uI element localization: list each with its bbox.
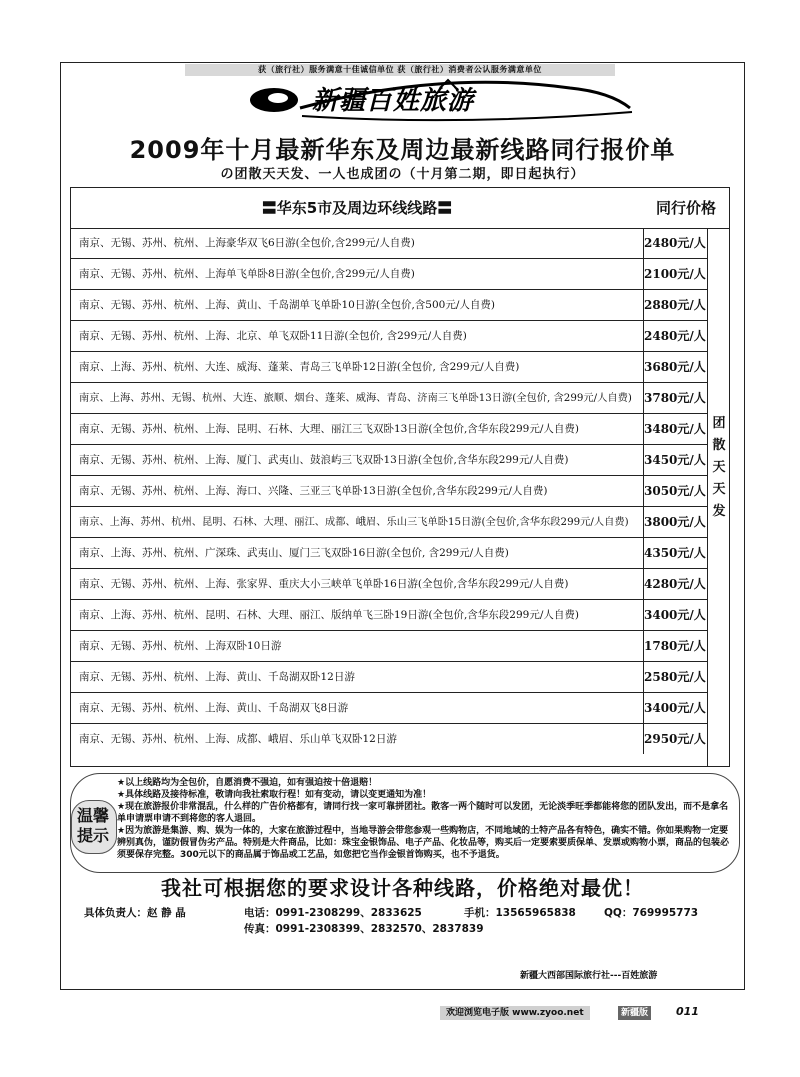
- price-cell: 3450元/人: [643, 445, 707, 475]
- route-cell: 南京、无锡、苏州、杭州、上海、黄山、千岛湖双飞8日游: [79, 702, 349, 714]
- logo: [240, 78, 640, 124]
- agency-name: 新疆大西部国际旅行社---百姓旅游: [520, 971, 658, 981]
- table-row: [71, 321, 707, 352]
- side-label-text: 团散天天发: [712, 416, 726, 519]
- table-row: [71, 662, 707, 693]
- page-number: 011: [676, 1005, 699, 1018]
- route-cell: 南京、无锡、苏州、杭州、上海、海口、兴隆、三亚三飞单卧13日游(全包价,含华东段299元/人自费): [79, 485, 548, 497]
- table-row: [71, 631, 707, 662]
- route-cell: 南京、无锡、苏州、杭州、上海单飞单卧8日游(全包价,含299元/人自费): [79, 268, 415, 280]
- tip-item: ★现在旅游报价非常混乱，什么样的广告价格都有，请同行找一家可靠拼团社。散客一两个随时可以发团，无论淡季旺季都能将您的团队发出，而不是拿名单申请票申请不到将您的客人退回。: [117, 802, 729, 824]
- route-cell: 南京、上海、苏州、杭州、广深珠、武夷山、厦门三飞双卧16日游(全包价, 含299元/人自费): [79, 547, 509, 559]
- route-cell: 南京、无锡、苏州、杭州、上海、黄山、千岛湖双卧12日游: [79, 671, 355, 683]
- price-cell: 1780元/人: [643, 631, 707, 661]
- table-row: [71, 569, 707, 600]
- route-column-header: 〓华东5市及周边环线线路〓: [261, 199, 453, 217]
- table-row: [71, 414, 707, 445]
- logo-text: 新疆百姓旅游: [312, 86, 475, 116]
- table-row: [71, 538, 707, 569]
- route-cell: 南京、上海、苏州、杭州、大连、威海、蓬莱、青岛三飞单卧12日游(全包价, 含299元/人自费): [79, 361, 520, 373]
- route-cell: 南京、无锡、苏州、杭州、上海、昆明、石林、大理、丽江三飞双卧13日游(全包价,含华东段299元/人自费): [79, 423, 579, 435]
- contact-mobile: 手机：13565965838: [464, 907, 576, 919]
- table-row: [71, 352, 707, 383]
- price-cell: 4280元/人: [643, 569, 707, 599]
- route-cell: 南京、无锡、苏州、杭州、上海、厦门、武夷山、鼓浪屿三飞双卧13日游(全包价,含华东段299元/人自费): [79, 454, 569, 466]
- table-row: [71, 600, 707, 631]
- group-tour-side-label: [707, 228, 729, 766]
- route-cell: 南京、无锡、苏州、杭州、上海、张家界、重庆大小三峡单飞单卧16日游(全包价,含华东段299元/人自费): [79, 578, 569, 590]
- award-banner: 获（旅行社）服务满意十佳诚信单位 获（旅行社）消费者公认服务满意单位: [185, 64, 615, 76]
- table-row: [71, 383, 707, 414]
- price-cell: 3400元/人: [643, 693, 707, 723]
- tip-item: ★以上线路均为全包价，自愿消费不强迫，如有强迫按十倍退赔！: [117, 778, 378, 788]
- price-cell: 2100元/人: [643, 259, 707, 289]
- route-cell: 南京、无锡、苏州、杭州、上海、成都、峨眉、乐山单飞双卧12日游: [79, 733, 397, 745]
- footer: [440, 1005, 720, 1021]
- contact-phone: 电话：0991-2308299、2833625: [244, 907, 422, 919]
- route-cell: 南京、上海、苏州、杭州、昆明、石林、大理、丽江、成都、峨眉、乐山三飞单卧15日游(全包价,含华东段299元/人自费): [79, 516, 629, 528]
- contact-person: 具体负责人：赵 静 晶: [84, 907, 186, 919]
- price-cell: 4350元/人: [643, 538, 707, 568]
- price-cell: 3780元/人: [643, 383, 707, 413]
- table-row: [71, 290, 707, 321]
- table-row: [71, 476, 707, 507]
- table-header: [71, 188, 729, 229]
- price-cell: 2950元/人: [643, 724, 707, 754]
- footer-banner: 欢迎浏览电子版 www.zyoo.net: [440, 1006, 590, 1020]
- price-cell: 2880元/人: [643, 290, 707, 320]
- table-row: [71, 507, 707, 538]
- route-cell: 南京、上海、苏州、杭州、昆明、石林、大理、丽江、版纳单飞三卧19日游(全包价,含华东段299元/人自费): [79, 609, 579, 621]
- price-cell: 3800元/人: [643, 507, 707, 537]
- price-cell: 2580元/人: [643, 662, 707, 692]
- price-table: [70, 187, 730, 767]
- table-row: [71, 693, 707, 724]
- tips-list: [117, 777, 729, 861]
- route-cell: 南京、上海、苏州、无锡、杭州、大连、旅顺、烟台、蓬莱、威海、青岛、济南三飞单卧13日游(全包价, 含299元/人自费): [79, 392, 632, 404]
- tip-item: ★具体线路及接待标准，敬请向我社索取行程！如有变动，请以变更通知为准！: [117, 790, 432, 800]
- page-title: 2009年十月最新华东及周边最新线路同行报价单: [129, 136, 676, 164]
- contact-qq: QQ：769995773: [604, 907, 699, 919]
- table-row: [71, 724, 707, 755]
- contact-fax: 传真：0991-2308399、2832570、2837839: [244, 923, 484, 935]
- price-cell: 3480元/人: [643, 414, 707, 444]
- tip-item: ★因为旅游是集游、购、娱为一体的，大家在旅游过程中，当地导游会带您参观一些购物店，不同地域的土特产品各有特色，确实不错。你如果购物一定要辨别真伪，谨防假冒伪劣产品。特别是大件商品，比如：珠宝金银饰品、电子产品、化妆品等，购买后一定要索要质保单、发票或购物小票，商品的包装必须要保存完整。300元以下的商品属于饰品或工艺品，如您把它当作金银首饰购买，也不予退货。: [117, 826, 730, 860]
- table-row: [71, 228, 707, 259]
- tips-label: 温馨提示: [76, 806, 109, 845]
- page-subtitle: の团散天天发、一人也成团の（十月第二期，即日起执行）: [220, 167, 585, 182]
- route-cell: 南京、无锡、苏州、杭州、上海双卧10日游: [79, 640, 282, 652]
- price-cell: 3680元/人: [643, 352, 707, 382]
- price-cell: 3050元/人: [643, 476, 707, 506]
- table-row: [71, 445, 707, 476]
- table-row: [71, 259, 707, 290]
- route-cell: 南京、无锡、苏州、杭州、上海豪华双飞6日游(全包价,含299元/人自费): [79, 237, 415, 249]
- price-cell: 2480元/人: [643, 321, 707, 351]
- tips-box: [70, 773, 740, 873]
- price-cell: 3400元/人: [643, 600, 707, 630]
- price-cell: 2480元/人: [643, 228, 707, 258]
- price-column-header: 同行价格: [655, 199, 716, 217]
- route-cell: 南京、无锡、苏州、杭州、上海、黄山、千岛湖单飞单卧10日游(全包价,含500元/人自费): [79, 299, 495, 311]
- route-cell: 南京、无锡、苏州、杭州、上海、北京、单飞双卧11日游(全包价, 含299元/人自费): [79, 330, 467, 342]
- slogan: 我社可根据您的要求设计各种线路，价格绝对最优！: [161, 876, 644, 900]
- edition-badge: 新疆版: [618, 1006, 651, 1020]
